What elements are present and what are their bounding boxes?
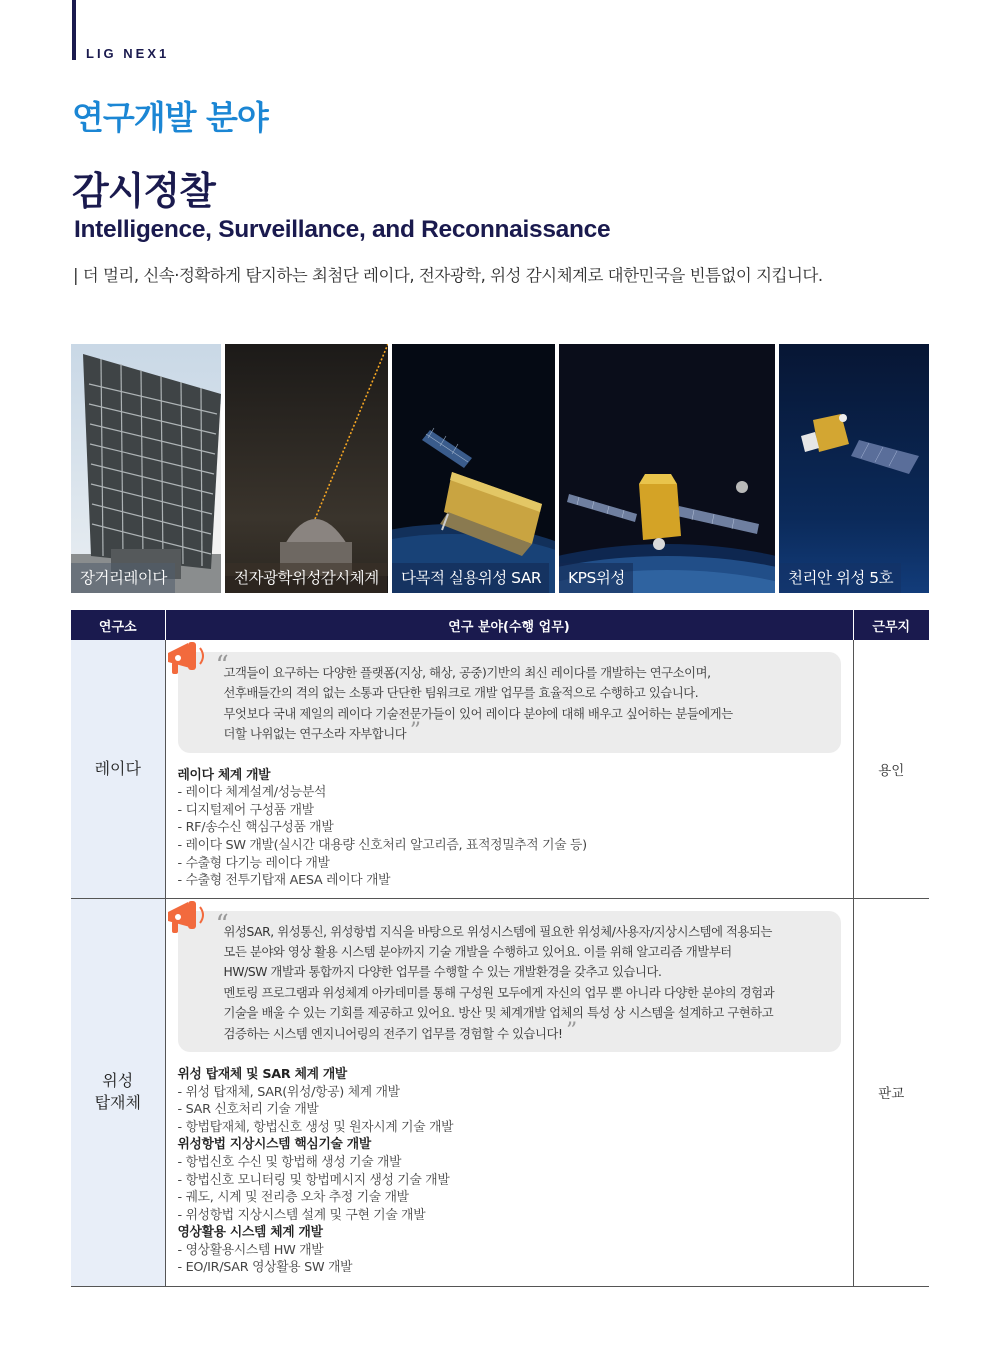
quote-line: HW/SW 개발과 통합까지 다양한 업무를 수행할 수 있는 개발환경을 갖추고 있습니다.: [223, 965, 662, 980]
task-item: - 위성 탑재체, SAR(위성/항공) 체계 개발: [177, 1084, 400, 1100]
task-item: - 영상활용시스템 HW 개발: [177, 1242, 324, 1258]
research-table: [71, 610, 929, 1287]
photo-caption: 전자광학위성감시체계: [225, 563, 387, 593]
quote-line: 무엇보다 국내 제일의 레이다 기술전문가들이 있어 레이다 분야에 대해 배우고 싶어하는 분들에게는: [223, 706, 733, 721]
task-item: - 항법신호 수신 및 항법해 생성 기술 개발: [177, 1154, 402, 1170]
sar-satellite-image: [392, 344, 555, 593]
quote-line: 위성SAR, 위성통신, 위성항법 지식을 바탕으로 위성시스템에 필요한 위성체/사용자/지상시스템에 적용되는: [223, 924, 772, 939]
photo-electro-optical: [225, 344, 388, 593]
task-item: - 레이다 체계설계/성능분석: [177, 785, 327, 801]
col-header-lab: 연구소: [71, 610, 165, 640]
task-item: - 디지털제어 구성품 개발: [177, 802, 314, 818]
close-quote-icon: ”: [566, 1018, 577, 1044]
task-item: - EO/IR/SAR 영상활용 SW 개발: [177, 1260, 353, 1276]
task-list: [178, 767, 841, 896]
photo-strip: [71, 344, 929, 593]
photo-caption: 천리안 위성 5호: [779, 563, 901, 593]
task-item: - 레이다 SW 개발(실시간 대용량 신호처리 알고리즘, 표적정밀추적 기술 등): [177, 838, 587, 853]
task-item: - 수출형 다기능 레이다 개발: [177, 855, 330, 871]
task-item: - 위성항법 지상시스템 설계 및 구현 기술 개발: [177, 1207, 426, 1223]
quote-line: 멘토링 프로그램과 위성체계 아카데미를 통해 구성원 모두에게 자신의 업무 뿐 아니라 다양한 분야의 경험과: [223, 985, 775, 1000]
table-row: [71, 640, 929, 898]
lab-name-line: 탑재체: [94, 1093, 141, 1112]
col-header-field: 연구 분야(수행 업무): [165, 610, 853, 640]
radar-image: [71, 344, 221, 593]
quote-line: 모든 분야와 영상 활용 시스템 분야까지 기술 개발을 수행하고 있어요. 이를 위해 알고리즘 개발부터: [223, 944, 732, 959]
col-header-location: 근무지: [853, 610, 929, 640]
photo-caption: KPS위성: [559, 563, 633, 593]
task-item: - RF/송수신 핵심구성품 개발: [177, 820, 334, 836]
task-list: [178, 1066, 841, 1283]
page-title: 감시정찰: [72, 169, 215, 213]
photo-caption: 장거리레이다: [71, 563, 175, 593]
task-group-heading: 레이다 체계 개발: [177, 767, 271, 783]
megaphone-icon: [164, 638, 208, 678]
photo-sar-satellite: [392, 344, 555, 593]
section-title: 연구개발 분야: [72, 98, 268, 137]
photo-kps-satellite: [559, 344, 775, 593]
brand-name: LIG NEX1: [86, 46, 170, 61]
quote-line: 검증하는 시스템 엔지니어링의 전주기 업무를 경험할 수 있습니다!: [223, 1026, 563, 1041]
photo-long-range-radar: [71, 344, 221, 593]
research-content: [165, 640, 853, 898]
lab-name: 레이다: [71, 640, 165, 898]
brand-accent-bar: [72, 0, 76, 60]
electro-optical-image: [225, 344, 388, 593]
quote-line: 고객들이 요구하는 다양한 플랫폼(지상, 해상, 공중)기반의 최신 레이다를 개발하는 연구소이며,: [223, 666, 711, 680]
lab-name: [71, 898, 165, 1286]
open-quote-icon: “: [215, 651, 229, 681]
work-location: 판교: [853, 898, 929, 1286]
tagline: | 더 멀리, 신속·정확하게 탐지하는 최첨단 레이다, 전자광학, 위성 감시체계로 대한민국을 빈틈없이 지킵니다.: [73, 266, 823, 285]
table-header-row: [71, 610, 929, 640]
task-item: - 궤도, 시계 및 전리층 오차 추정 기술 개발: [177, 1190, 409, 1206]
task-item: - SAR 신호처리 기술 개발: [177, 1102, 319, 1118]
task-item: - 수출형 전투기탑재 AESA 레이다 개발: [177, 873, 391, 889]
quote-line: 더할 나위없는 연구소라 자부합니다: [223, 727, 407, 742]
quote-text: [178, 911, 841, 1052]
task-group-heading: 위성항법 지상시스템 핵심기술 개발: [177, 1137, 371, 1153]
photo-caption: 다목적 실용위성 SAR: [392, 563, 549, 593]
task-item: - 항법신호 모니터링 및 항법메시지 생성 기술 개발: [177, 1172, 450, 1188]
work-location: 용인: [853, 640, 929, 898]
research-content: [165, 898, 853, 1286]
photo-cheollian-satellite: [779, 344, 929, 593]
page-subtitle: Intelligence, Surveillance, and Reconnaissance: [74, 216, 611, 243]
megaphone-icon: [164, 897, 208, 937]
quote-box: [178, 652, 841, 753]
quote-line: 기술을 배울 수 있는 기회를 제공하고 있어요. 방산 및 체계개발 업체의 특성 상 시스템을 설계하고 구현하고: [223, 1006, 774, 1021]
lab-name-line: 위성: [102, 1071, 134, 1091]
quote-text: [178, 652, 841, 753]
task-group-heading: 영상활용 시스템 체계 개발: [177, 1225, 323, 1241]
task-item: - 항법탑재체, 항법신호 생성 및 원자시계 기술 개발: [177, 1119, 454, 1135]
close-quote-icon: ”: [409, 719, 421, 745]
kps-satellite-image: [559, 344, 775, 593]
cheollian-satellite-image: [779, 344, 929, 593]
open-quote-icon: “: [215, 909, 229, 940]
quote-box: [178, 911, 841, 1052]
quote-line: 선후배들간의 격의 없는 소통과 단단한 팀워크로 개발 업무를 효율적으로 수행하고 있습니다.: [223, 686, 699, 701]
task-group-heading: 위성 탑재체 및 SAR 체계 개발: [177, 1066, 347, 1082]
table-row: [71, 898, 929, 1286]
